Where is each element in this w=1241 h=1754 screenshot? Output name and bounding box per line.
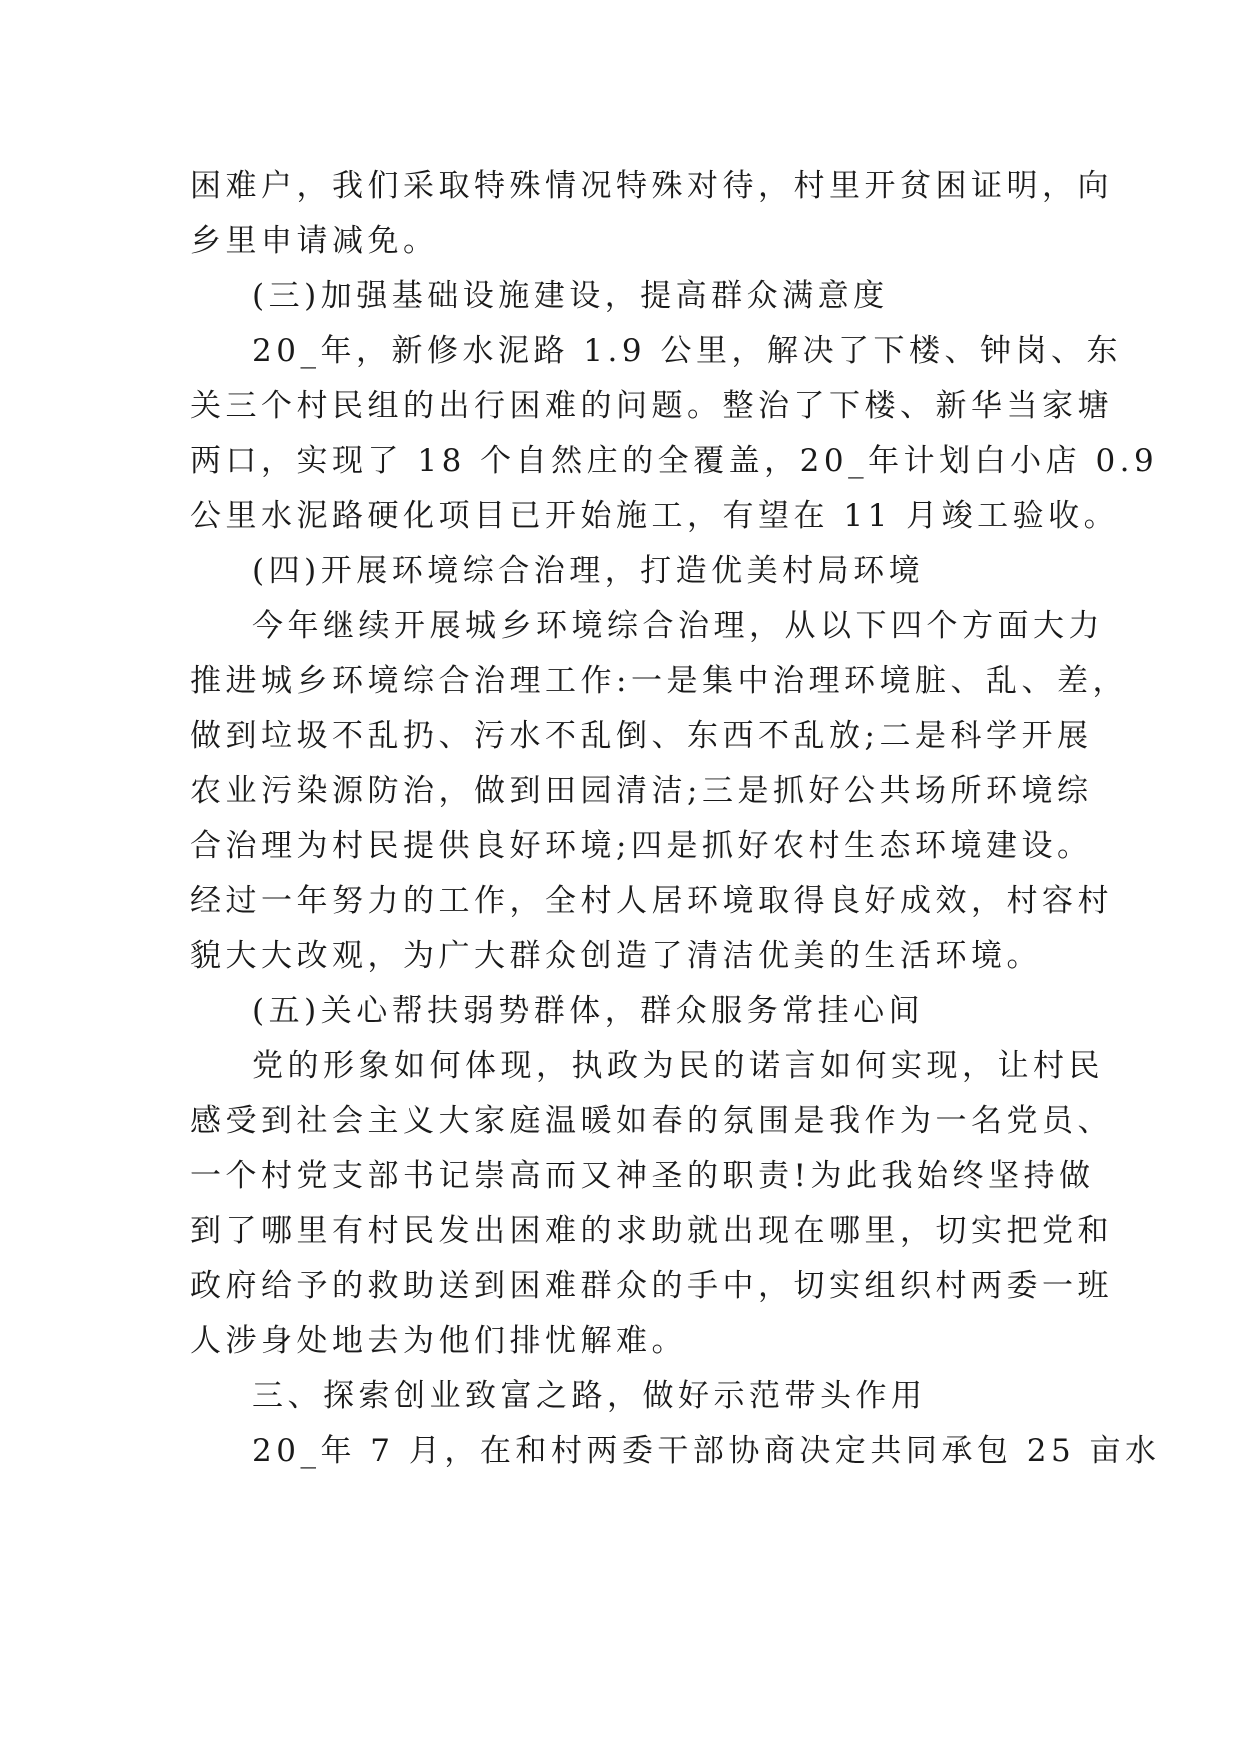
body-text-line: 合治理为村民提供良好环境;四是抓好农村生态环境建设。 xyxy=(190,828,1093,864)
body-text-line: 两口，实现了 18 个自然庄的全覆盖，20_年计划白小店 0.9 xyxy=(190,443,1159,479)
body-text-line: 做到垃圾不乱扔、污水不乱倒、东西不乱放;二是科学开展 xyxy=(190,718,1093,754)
body-text-line: 政府给予的救助送到困难群众的手中，切实组织村两委一班 xyxy=(190,1268,1113,1304)
section-heading-3: (三)加强基础设施建设，提高群众满意度 xyxy=(252,278,889,314)
body-text-line: 农业污染源防治，做到田园清洁;三是抓好公共场所环境综 xyxy=(190,773,1093,809)
body-text-line: 感受到社会主义大家庭温暖如春的氛围是我作为一名党员、 xyxy=(190,1103,1113,1139)
section-heading-5: (五)关心帮扶弱势群体，群众服务常挂心间 xyxy=(252,993,925,1029)
section-heading-4: (四)开展环境综合治理，打造优美村局环境 xyxy=(252,553,925,589)
body-text-line: 20_年，新修水泥路 1.9 公里，解决了下楼、钟岗、东 xyxy=(252,333,1122,369)
body-text-line: 党的形象如何体现，执政为民的诺言如何实现，让村民 xyxy=(252,1048,1104,1084)
body-text-line: 到了哪里有村民发出困难的求助就出现在哪里，切实把党和 xyxy=(190,1213,1113,1249)
body-text-line: 困难户，我们采取特殊情况特殊对待，村里开贫困证明，向 xyxy=(190,168,1113,204)
body-text-line: 今年继续开展城乡环境综合治理，从以下四个方面大力 xyxy=(252,608,1104,644)
body-text-line: 乡里申请减免。 xyxy=(190,223,439,259)
body-text-line: 推进城乡环境综合治理工作:一是集中治理环境脏、乱、差， xyxy=(190,663,1128,699)
chapter-heading-3: 三、探索创业致富之路，做好示范带头作用 xyxy=(252,1378,927,1414)
body-text-line: 貌大大改观，为广大群众创造了清洁优美的生活环境。 xyxy=(190,938,1042,974)
body-text-line: 人涉身处地去为他们排忧解难。 xyxy=(190,1323,687,1359)
body-text-line: 一个村党支部书记崇高而又神圣的职责!为此我始终坚持做 xyxy=(190,1158,1095,1194)
body-text-line: 20_年 7 月，在和村两委干部协商决定共同承包 25 亩水 xyxy=(252,1433,1161,1469)
body-text-line: 关三个村民组的出行困难的问题。整治了下楼、新华当家塘 xyxy=(190,388,1113,424)
body-text-line: 经过一年努力的工作，全村人居环境取得良好成效，村容村 xyxy=(190,883,1113,919)
body-text-line: 公里水泥路硬化项目已开始施工，有望在 11 月竣工验收。 xyxy=(190,498,1120,534)
